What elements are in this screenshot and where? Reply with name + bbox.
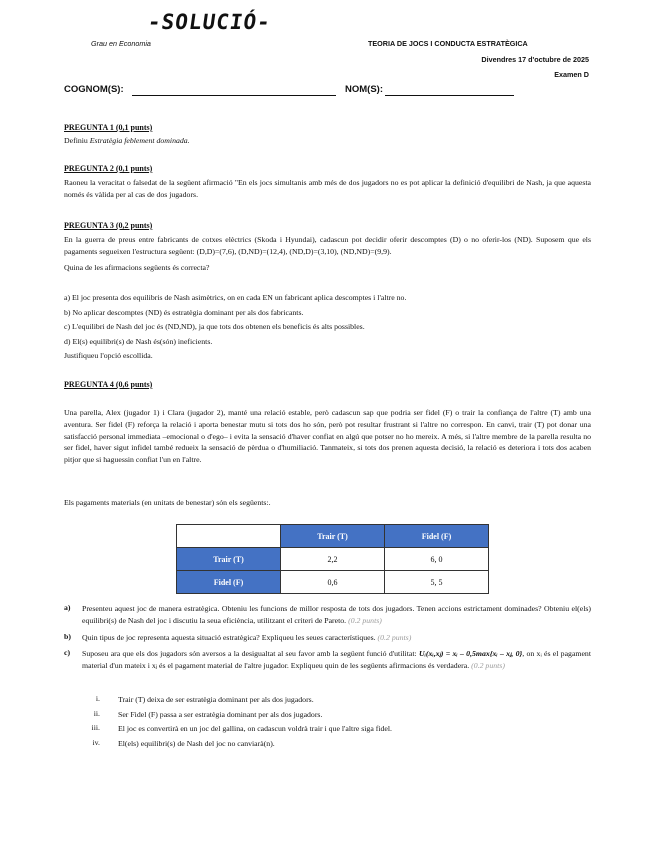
exam-date: Divendres 17 d'octubre de 2025 (481, 55, 589, 64)
q3-option-a: a) El joc presenta dos equilibris de Nash asimètrics, on en cada EN un fabricant aplica descomptes i l'altre no. (64, 293, 407, 302)
item-c-mark: c) (64, 648, 71, 657)
q4-title: PREGUNTA 4 (0,6 punts) (64, 380, 153, 389)
q1-text: Definiu Estratègia feblement dominada. (64, 136, 190, 145)
q3-option-b: b) No aplicar descomptes (ND) és estratègia dominant per als dos fabricants. (64, 308, 304, 317)
item-a-mark: a) (64, 603, 71, 612)
col-header-trair: Trair (T) (281, 525, 385, 548)
row-header-trair: Trair (T) (177, 548, 281, 571)
col-header-fidel: Fidel (F) (385, 525, 489, 548)
sub-item-text: Ser Fidel (F) passa a ser estratègia dominant per als dos jugadors. (118, 710, 323, 719)
table-row (177, 571, 489, 594)
q3-justify: Justifiqueu l'opció escollida. (64, 351, 153, 360)
q4-payoff-intro: Els pagaments materials (en unitats de benestar) són els següents:. (64, 498, 271, 507)
item-c-points: (0.2 punts) (471, 660, 505, 670)
surname-field[interactable] (132, 95, 336, 96)
table-row (177, 548, 489, 571)
sub-item-text: El(els) equilibri(s) de Nash del joc no canviarà(n). (118, 739, 275, 748)
q3-question: Quina de les afirmacions següents és correcta? (64, 263, 210, 272)
table-header-row (177, 525, 489, 548)
payoff-cell: 2,2 (281, 548, 385, 571)
payoff-cell: 0,6 (281, 571, 385, 594)
sub-item-text: El joc es convertirà en un joc del gallina, on cadascun voldrà trair i que l'altre siga fidel. (118, 724, 392, 733)
item-a-text: Presenteu aquest joc de manera estratègica. Obteniu les funcions de millor resposta de tots dos jugadors. Tenen accions estrictament dominades? Obteniu el(els) equilibri(s) de Nash del joc i discutiu la seua eficiència, utilitzant el criteri de Pareto. (0.2 punts) (82, 604, 591, 625)
sub-item-num: iii. (91, 723, 100, 732)
item-b-points: (0.2 punts) (377, 633, 412, 642)
handwritten-title: -SOLUCIÓ- (146, 10, 273, 34)
row-header-fidel: Fidel (F) (177, 571, 281, 594)
sub-item-num: ii. (93, 709, 100, 718)
payoff-table (176, 524, 489, 594)
q2-title: PREGUNTA 2 (0,1 punts) (64, 164, 153, 173)
name-label: NOM(S): (345, 84, 383, 95)
name-field[interactable] (385, 95, 514, 96)
course-title: TEORIA DE JOCS I CONDUCTA ESTRATÈGICA (368, 39, 528, 48)
payoff-cell: 5, 5 (385, 571, 489, 594)
item-b-mark: b) (64, 632, 71, 641)
utility-formula: Uᵢ(xᵢ,xⱼ) = xᵢ – 0,5max{xᵢ – xⱼ, 0} (418, 649, 523, 658)
q1-title: PREGUNTA 1 (0,1 punts) (64, 123, 153, 132)
q2-text: Raoneu la veracitat o falsedat de la següent afirmació "En els jocs simultanis amb més de dos jugadors no es pot aplicar la definició d'equilibri de Nash, ja que aquesta només és vàlida per al cas de dos jugadors. (64, 178, 591, 199)
item-b-text: Quin tipus de joc representa aquesta situació estratègica? Expliqueu les seues característiques. (0.2 punts) (82, 633, 412, 642)
q3-option-d: d) El(s) equilibri(s) de Nash és(són) ineficients. (64, 337, 213, 346)
sub-item-num: iv. (92, 738, 100, 747)
table-corner-cell (177, 525, 281, 548)
item-c-text: Suposeu ara que els dos jugadors són aversos a la desigualtat al seu favor amb la següent funció d'utilitat: Uᵢ(xᵢ,xⱼ) = xᵢ – 0,5max{xᵢ – xⱼ, 0}, on xᵢ és el pagament material d'un mateix i xⱼ és el pagament material de l'altre jugador. Expliqueu quin de les següents afirmacions és verdadera. (0.2 punts) (82, 649, 591, 670)
sub-item-num: i. (95, 694, 100, 703)
item-a-points: (0.2 punts) (348, 615, 382, 625)
q3-option-c: c) L'equilibri de Nash del joc és (ND,ND), ja que tots dos obtenen els beneficis és alts possibles. (64, 322, 365, 331)
q3-title: PREGUNTA 3 (0,2 punts) (64, 221, 153, 230)
q3-text: En la guerra de preus entre fabricants de cotxes elèctrics (Skoda i Hyundai), cadascun pot decidir oferir descomptes (D) o no oferir-los (ND). Suposem que els pagaments segueixen l'estructura següent: (D,D)=(7,6), (D,ND)=(12,4), (ND,D)=(3,10), (ND,ND)=(9,9). (64, 235, 591, 256)
exam-version: Examen D (554, 70, 589, 79)
degree-label: Grau en Economia (91, 39, 151, 48)
sub-item-text: Trair (T) deixa de ser estratègia dominant per als dos jugadors. (118, 695, 314, 704)
q4-intro: Una parella, Alex (jugador 1) i Clara (jugador 2), manté una relació estable, però cadascun sap que podria ser fidel (F) o trair la confiança de l'altre (T) amb una aventura. Ser fidel (F) reforça la relació i aporta benestar mutu si tots dos ho són, però pot resultar frustrant si l'altre no correspon. En canvi, trair (T) pot donar una satisfacció personal immediata –emocional o d'ego– i evita la sensació d'haver confiat en algú que potser no ho mereix. A més, si l'altre membre de la parella resulta no ser fidel, haver sigut infidel també redueix la sensació de pèrdua o d'humiliació. Tanmateix, si tots dos prenen aquesta decisió, la relació es deteriora i tots dos acaben pitjor que si haguessin confiat l'un en l'altre. (64, 408, 591, 465)
payoff-cell: 6, 0 (385, 548, 489, 571)
surname-label: COGNOM(S): (64, 84, 124, 95)
